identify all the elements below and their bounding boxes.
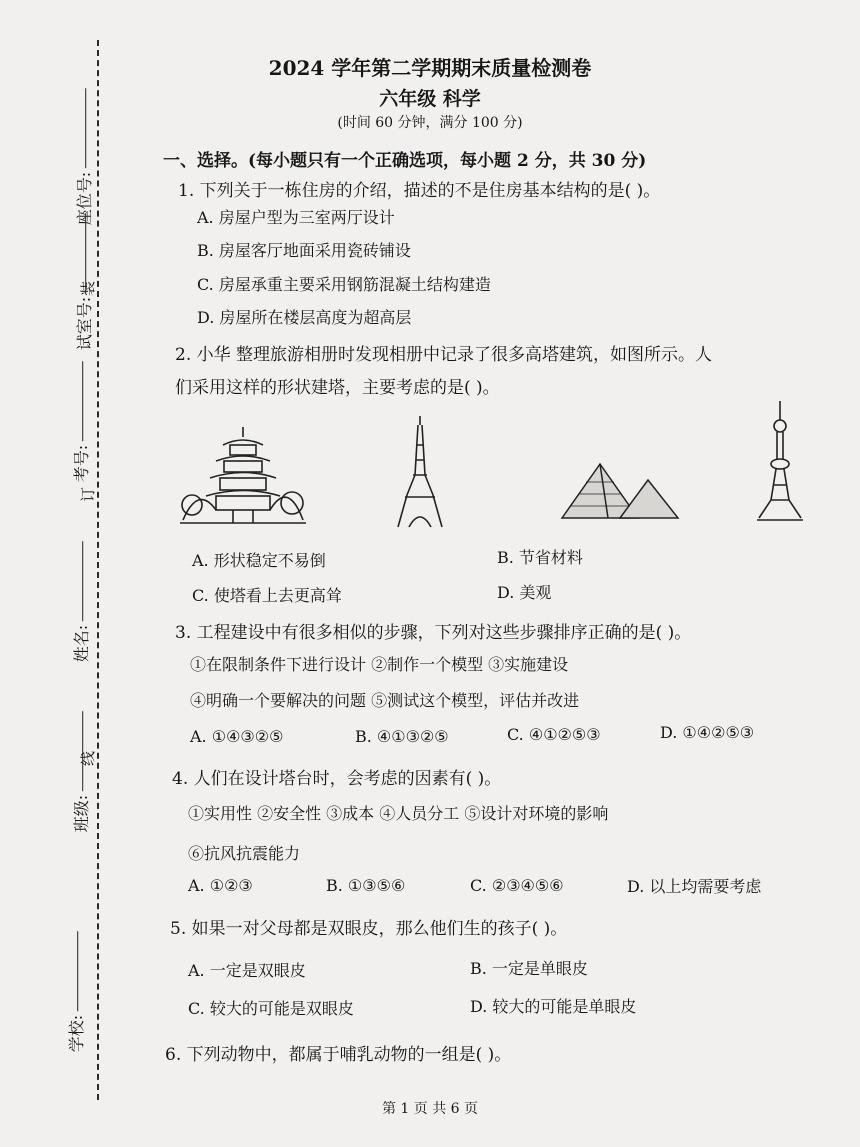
binding-dashed-line — [97, 40, 99, 1100]
q5-option-a[interactable]: A. 一定是双眼皮 — [188, 961, 306, 980]
q2-option-c[interactable]: C. 使塔看上去更高耸 — [192, 586, 342, 605]
q3-steps-line2: ④明确一个要解决的问题 ⑤测试这个模型，评估并改进 — [190, 691, 580, 710]
q1-option-c[interactable]: C. 房屋承重主要采用钢筋混凝土结构建造 — [197, 275, 491, 294]
q5-stem: 5. 如果一对父母都是双眼皮，那么他们生的孩子( )。 — [170, 919, 568, 939]
class-label: 班级: — [72, 794, 92, 833]
q4-option-b[interactable]: B. ①③⑤⑥ — [326, 876, 406, 895]
q1-option-b[interactable]: B. 房屋客厅地面采用瓷砖铺设 — [197, 241, 411, 260]
name-field[interactable] — [69, 541, 92, 662]
page-footer: 第 1 页 共 6 页 — [381, 1101, 479, 1117]
q4-option-c[interactable]: C. ②③④⑤⑥ — [470, 876, 564, 895]
q3-option-d[interactable]: D. ①④②⑤③ — [660, 723, 755, 742]
q4-factors-line2: ⑥抗风抗震能力 — [188, 844, 301, 863]
q3-option-a[interactable]: A. ①④③②⑤ — [190, 727, 284, 746]
section-heading: 一、选择。(每小题只有一个正确选项，每小题 2 分，共 30 分) — [163, 151, 647, 171]
q3-stem: 3. 工程建设中有很多相似的步骤，下列对这些步骤排序正确的是( )。 — [175, 623, 692, 643]
q2-option-d[interactable]: D. 美观 — [497, 583, 552, 602]
exam-number-field[interactable] — [69, 361, 92, 482]
class-field[interactable] — [69, 711, 92, 832]
q2-stem-line2: 们采用这样的形状建塔，主要考虑的是( )。 — [175, 378, 500, 398]
exam-title: 2024 学年第二学期期末质量检测卷 — [268, 56, 592, 80]
school-label: 学校: — [67, 1014, 87, 1053]
q1-option-d[interactable]: D. 房屋所在楼层高度为超高层 — [197, 308, 412, 327]
q6-stem: 6. 下列动物中，都属于哺乳动物的一组是( )。 — [165, 1045, 512, 1065]
exam-info: (时间 60 分钟，满分 100 分) — [337, 115, 523, 131]
name-label: 姓名: — [72, 624, 92, 663]
q3-option-c[interactable]: C. ④①②⑤③ — [507, 725, 601, 744]
q4-factors-line1: ①实用性 ②安全性 ③成本 ④人员分工 ⑤设计对环境的影响 — [188, 804, 609, 823]
q4-option-d[interactable]: D. 以上均需要考虑 — [627, 877, 762, 896]
q1-stem: 1. 下列关于一栋住房的介绍，描述的不是住房基本结构的是( )。 — [178, 181, 661, 201]
binding-char-zhuang: 装 — [79, 280, 98, 297]
q2-option-b[interactable]: B. 节省材料 — [497, 548, 583, 567]
q2-option-a[interactable]: A. 形状稳定不易倒 — [192, 551, 326, 570]
pyramids-image — [560, 460, 680, 522]
q5-option-d[interactable]: D. 较大的可能是单眼皮 — [470, 997, 637, 1016]
exam-subtitle: 六年级 科学 — [379, 88, 481, 110]
q4-stem: 4. 人们在设计塔台时，会考虑的因素有( )。 — [172, 769, 502, 789]
school-field[interactable] — [64, 931, 87, 1052]
pagoda-tower-image — [178, 425, 308, 530]
q1-option-a[interactable]: A. 房屋户型为三室两厅设计 — [197, 208, 395, 227]
room-label: 试室号: — [75, 296, 95, 351]
q3-option-b[interactable]: B. ④①③②⑤ — [355, 727, 449, 746]
eiffel-tower-image — [395, 415, 445, 530]
tv-tower-image — [755, 400, 805, 525]
q5-option-c[interactable]: C. 较大的可能是双眼皮 — [188, 999, 354, 1018]
binding-char-xian: 线 — [79, 750, 98, 767]
q5-option-b[interactable]: B. 一定是单眼皮 — [470, 959, 588, 978]
q3-steps-line1: ①在限制条件下进行设计 ②制作一个模型 ③实施建设 — [190, 655, 569, 674]
binding-char-ding: 订 — [79, 486, 98, 503]
exam-number-label: 考号: — [72, 444, 92, 483]
q2-stem-line1: 2. 小华 整理旅游相册时发现相册中记录了很多高塔建筑，如图所示。人 — [175, 345, 713, 365]
q4-option-a[interactable]: A. ①②③ — [188, 876, 253, 895]
seat-label: 座位号: — [75, 171, 95, 226]
